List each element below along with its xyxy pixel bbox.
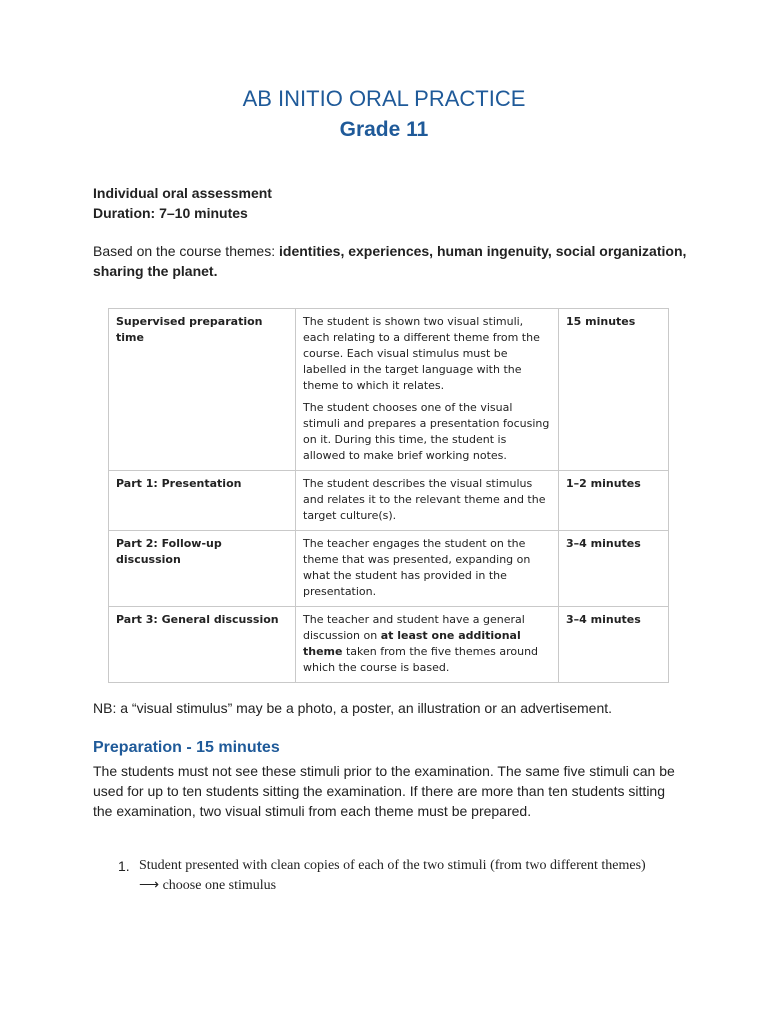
- row-label: Part 1: Presentation: [109, 471, 296, 531]
- description-text: taken from the five themes around which the course is based.: [303, 645, 539, 674]
- list-item: [118, 856, 658, 896]
- row-description: [296, 531, 559, 607]
- description-paragraph: The teacher engages the student on the theme that was presented, expanding on what the student has provided in the presentation.: [303, 537, 531, 598]
- table-row: [109, 531, 669, 607]
- preparation-heading: Preparation - 15 minutes: [93, 739, 280, 756]
- table-row: [109, 607, 669, 683]
- document-title: AB INITIO ORAL PRACTICE: [242, 86, 526, 111]
- assessment-table: [108, 308, 669, 683]
- description-highlight: at least one additional theme: [303, 629, 521, 658]
- row-time: 3–4 minutes: [559, 607, 669, 683]
- preparation-steps: [118, 856, 658, 896]
- row-description: [296, 309, 559, 471]
- themes-paragraph: [93, 241, 693, 281]
- description-paragraph: The student describes the visual stimulus and relates it to the relevant theme and the target culture(s).: [303, 477, 546, 522]
- table-row: [109, 309, 669, 471]
- table-row: [109, 471, 669, 531]
- step-number: 1.: [118, 858, 130, 874]
- assessment-label: Individual oral assessment: [93, 185, 272, 201]
- duration-label: Duration: 7–10 minutes: [93, 205, 248, 221]
- document-subtitle: Grade 11: [339, 118, 429, 141]
- preparation-paragraph: The students must not see these stimuli prior to the examination. The same five stimuli can be used for up to ten students sitting the examination. If there are more than ten students sitting the examination, two visual stimuli from each theme must be prepared.: [93, 763, 675, 819]
- assessment-meta: [93, 183, 272, 223]
- row-time: 3–4 minutes: [559, 531, 669, 607]
- themes-intro: Based on the course themes:: [93, 243, 279, 259]
- description-text: The teacher and student have a general discussion on: [303, 613, 525, 642]
- step-text: Student presented with clean copies of each of the two stimuli (from two different themes) ⟶ choose one stimulus: [139, 858, 646, 893]
- themes-list: identities, experiences, human ingenuity, social organization, sharing the planet.: [93, 243, 687, 279]
- row-label: Part 3: General discussion: [109, 607, 296, 683]
- row-description: [296, 471, 559, 531]
- row-time: 15 minutes: [559, 309, 669, 471]
- description-paragraph: The student is shown two visual stimuli, each relating to a different theme from the course. Each visual stimulus must be labelled in the target language with the theme to which it relates.: [303, 315, 540, 392]
- row-time: 1–2 minutes: [559, 471, 669, 531]
- description-paragraph: [303, 612, 551, 676]
- description-paragraph: The student chooses one of the visual stimuli and prepares a presentation focusing on it. During this time, the student is allowed to make brief working notes.: [303, 401, 550, 462]
- row-description: [296, 607, 559, 683]
- row-label: Part 2: Follow-up discussion: [109, 531, 296, 607]
- row-label: Supervised preparation time: [109, 309, 296, 471]
- nb-note: NB: a “visual stimulus” may be a photo, a poster, an illustration or an advertisement.: [93, 700, 613, 716]
